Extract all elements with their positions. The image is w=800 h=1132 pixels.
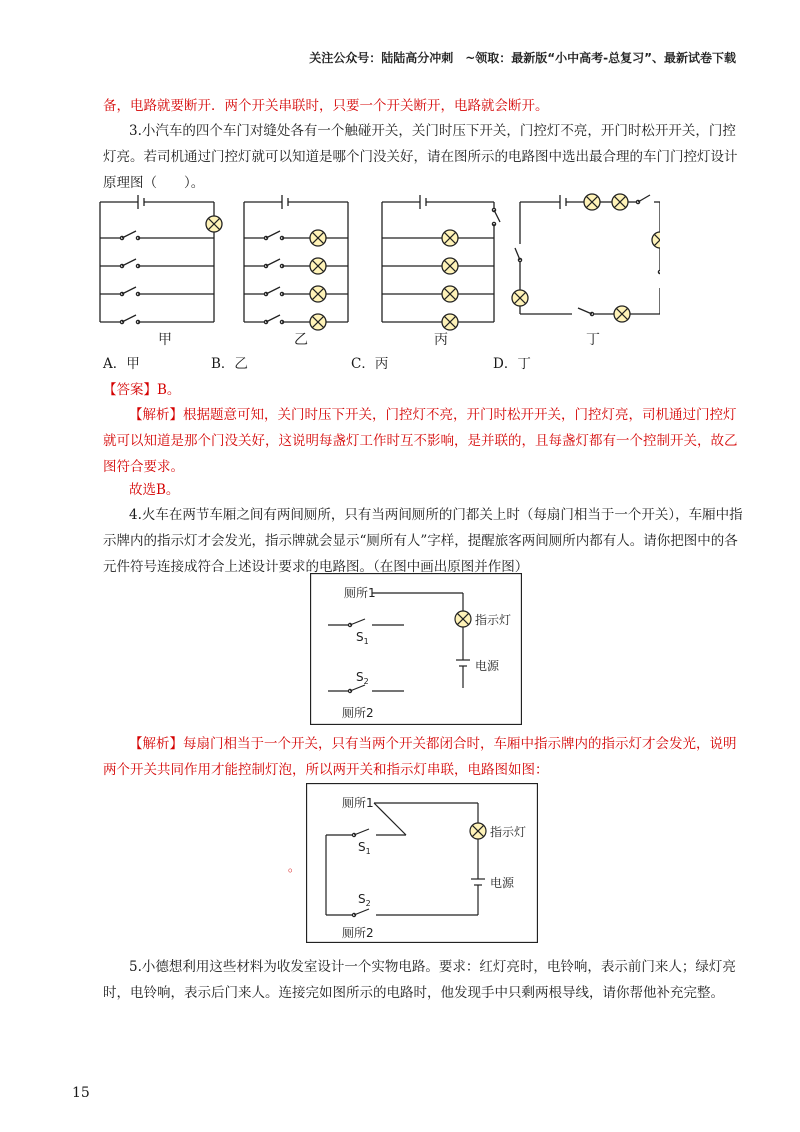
fig2-toilet2-label: 厕所2	[342, 926, 374, 940]
option-b[interactable]: B．乙	[211, 356, 248, 372]
fig1-toilet1-label: 厕所1	[344, 586, 376, 600]
q4-analysis	[103, 731, 743, 783]
svg-text:S1	[356, 630, 369, 646]
figure-label-ding: 丁	[586, 332, 600, 348]
fig2-s2: S	[358, 892, 366, 906]
figure-ding	[512, 194, 660, 322]
q3-analysis	[103, 402, 743, 480]
q4-stem: 4.火车在两节车厢之间有两间厕所，只有当两间厕所的门都关上时（每扇门相当于一个开关），车厢中指示牌内的指示灯才会发光，指示牌就会显示“厕所有人”字样，提醒旅客两间厕所内都有人。请你把图中的各元件符号连接成符合上述设计要求的电路图。（在图中画出原图并作图）	[103, 507, 743, 575]
figure-jia	[100, 195, 222, 324]
q5-stem: 5.小德想利用这些材料为收发室设计一个实物电路。要求：红灯亮时，电铃响，表示前门来人；绿灯亮时，电铃响，表示后门来人。连接完如图所示的电路时，他发现手中只剩两根导线，请你帮他补充完整。	[103, 959, 736, 1001]
fig1-s1: S	[356, 630, 364, 644]
q4-original-figure	[310, 573, 522, 725]
option-c[interactable]: C．丙	[351, 356, 389, 372]
fig1-s1-sub: 1	[363, 637, 369, 646]
figure-label-yi: 乙	[294, 332, 308, 348]
option-d[interactable]: D．丁	[493, 356, 531, 372]
fig1-toilet2-label: 厕所2	[342, 706, 374, 720]
stray-mark: 。	[288, 860, 301, 874]
fig1-lamp-label: 指示灯	[475, 613, 512, 627]
q3-circuit-figures	[90, 188, 660, 350]
q4-solution-figure	[306, 783, 538, 943]
figure-label-jia: 甲	[158, 332, 172, 348]
fig2-s1: S	[358, 840, 366, 854]
option-a[interactable]: A．甲	[103, 356, 140, 372]
q3-answer: 【答案】B。	[103, 382, 181, 398]
fig2-toilet1-label: 厕所1	[342, 796, 374, 810]
fig2-s1-sub: 1	[365, 847, 371, 856]
svg-text:S2	[358, 892, 371, 908]
analysis-text: 根据题意可知，关门时压下开关，门控灯不亮，开门时松开开关，门控灯亮，司机通过门控灯就可以知道是那个门没关好，这说明每盏灯工作时互不影响，是并联的，且每盏灯都有一个控制开关，故乙图符合要求。	[103, 407, 738, 475]
q3-conclusion: 故选B。	[129, 482, 180, 498]
fig2-s2-sub: 2	[365, 899, 371, 908]
paragraph-continuation: 备，电路就要断开．两个开关串联时，只要一个开关断开，电路就会断开。	[103, 98, 549, 114]
svg-text:S1	[358, 840, 371, 856]
fig1-power-label: 电源	[475, 659, 500, 673]
page-number: 15	[72, 1085, 90, 1101]
svg-text:S2	[356, 670, 369, 686]
figure-label-bing: 丙	[434, 332, 448, 348]
analysis-tag: 【解析】	[129, 407, 183, 423]
page-header: 关注公众号：陆陆高分冲刺 ~领取：最新版“小中高考-总复习”、最新试卷下载	[309, 51, 736, 65]
fig1-s2: S	[356, 670, 364, 684]
analysis-text: 每扇门相当于一个开关，只有当两个开关都闭合时，车厢中指示牌内的指示灯才会发光，说明两个开关共同作用才能控制灯泡，所以两开关和指示灯串联，电路图如图：	[103, 736, 737, 778]
analysis-tag: 【解析】	[129, 736, 183, 752]
figure-yi	[244, 195, 348, 330]
figure-bing	[382, 195, 500, 330]
fig2-power-label: 电源	[490, 876, 515, 890]
fig1-s2-sub: 2	[363, 677, 369, 686]
fig2-lamp-label: 指示灯	[490, 825, 527, 839]
q3-stem: 3.小汽车的四个车门对缝处各有一个触碰开关，关门时压下开关，门控灯不亮，开门时松开开关，门控灯亮。若司机通过门控灯就可以知道是哪个门没关好，请在图所示的电路图中选出最合理的车门门控灯设计原理图（ ）。	[103, 123, 738, 191]
